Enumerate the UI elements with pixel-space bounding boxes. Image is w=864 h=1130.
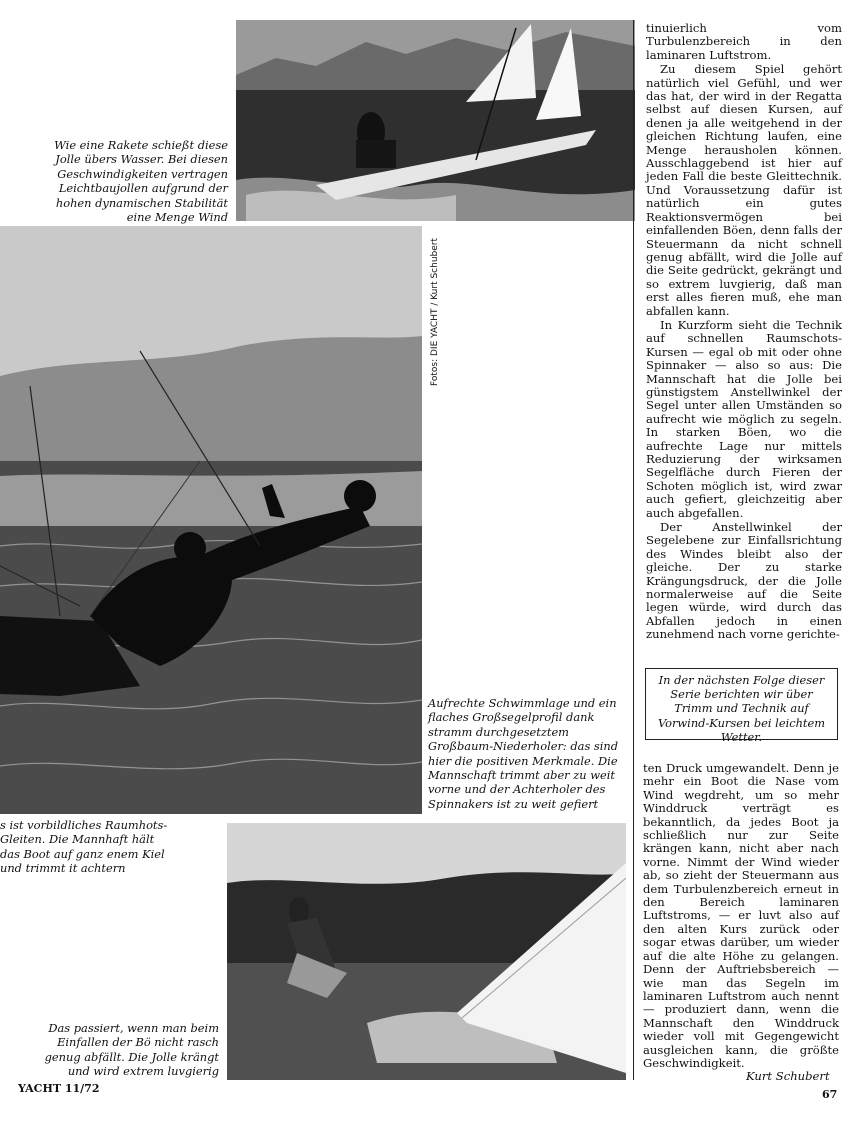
article-column-top: [646, 22, 842, 642]
caption-middle-photo-left: s ist vorbildliches Raumhots-Gleiten. Die Mannhaft hält das Boot auf ganz enem Kiel und trimmt it achtern: [0, 818, 168, 876]
photo-dinghy-planing: [236, 20, 635, 221]
photo-dinghy-heeling: [227, 823, 626, 1080]
article-paragraph: Der Anstellwinkel der Segelebene zur Einfallsrichtung des Windes bleibt also der gleiche. Der zu starke Krängungsdruck, der die Jolle normalerweise auf die Seite legen würde, wird durch das Abfallen jedoch in einen zunehmend nach vorne gerichte-: [646, 520, 842, 642]
photo-credit: Fotos: DIE YACHT / Kurt Schubert: [430, 237, 440, 386]
article-paragraph: Zu diesem Spiel gehört natürlich viel Gefühl, und wer das hat, der wird in der Regatta selbst auf diesen Kursen, auf denen ja alle weitgehend in der gleichen Richtung laufen, eine Menge herausholen können. Ausschlaggebend ist hier auf jeden Fall die beste Gleittechnik. Und Voraussetzung dafür ist natürlich ein gutes Reaktionsvermögen bei einfallenden Böen, denn falls der Steuermann da nicht schnell genug abfällt, wird die Jolle auf die Seite gedrückt, gekrängt und so extrem luvgierig, daß man erst alles fieren muß, ehe man abfallen kann.: [646, 62, 842, 318]
page-number: 67: [822, 1088, 838, 1101]
article-column-bottom: [643, 762, 839, 1070]
footer-magazine: YACHT 11/72: [18, 1082, 100, 1095]
caption-top-photo: Wie eine Rakete schießt diese Jolle übers Wasser. Bei diesen Geschwindigkeiten vertragen Leichtbaujollen aufgrund der hohen dynamischen Stabilität eine Menge Wind: [54, 138, 228, 225]
caption-bottom-photo: Das passiert, wenn man beim Einfallen der Bö nicht rasch genug abfällt. Die Jolle krängt und wird extrem luvgierig: [44, 1021, 219, 1079]
photo-crew-hiking: [0, 226, 422, 814]
next-issue-box: In der nächsten Folge dieser Serie berichten wir über Trimm und Technik auf Vorwind-Kursen bei leichtem Wetter.: [645, 668, 838, 740]
column-rule: [633, 20, 634, 1080]
article-paragraph: ten Druck umgewandelt. Denn je mehr ein Boot die Nase vom Wind wegdreht, um so mehr Winddruck verträgt es bekanntlich, da jedes Boot ja schließlich nur zur Seite krängen kann, nicht aber nach vorne. Nimmt der Wind wieder ab, so zieht der Steuermann aus dem Turbulenzbereich erneut in den Bereich laminaren Luftstroms, — er luvt also auf den alten Kurs zurück oder sogar etwas darüber, um wieder auf die alte Höhe zu gelangen. Denn der Auftriebsbereich — wie man das Segeln im laminaren Luftstrom auch nennt — produziert dann, wenn die Mannschaft den Winddruck wieder voll mit Gegengewicht ausgleichen kann, die größte Geschwindigkeit.: [643, 761, 839, 1070]
article-paragraph: In Kurzform sieht die Technik auf schnellen Raumschots-Kursen — egal ob mit oder ohne Spinnaker — also so aus: Die Mannschaft hat die Jolle bei günstigstem Anstellwinkel der Segel unter allen Umständen so aufrecht wie möglich zu segeln. In starken Böen, wo die aufrechte Lage nur mittels Reduzierung der wirksamen Segelfläche durch Fieren der Schoten möglich ist, wird zwar auch gefiert, gleichzeitig aber auch abgefallen.: [646, 317, 842, 520]
caption-middle-photo-right: Aufrechte Schwimmlage und ein flaches Großsegelprofil dank stramm durchgesetztem Großbaum-Niederholer: das sind hier die positiven Merkmale. Die Mannschaft trimmt aber zu weit vorne und der Achterholer des Spinnakers ist zu weit gefiert: [428, 696, 619, 811]
author-byline: Kurt Schubert: [746, 1069, 830, 1083]
article-paragraph: tinuierlich vom Turbulenzbereich in den laminaren Luftstrom.: [646, 21, 842, 62]
